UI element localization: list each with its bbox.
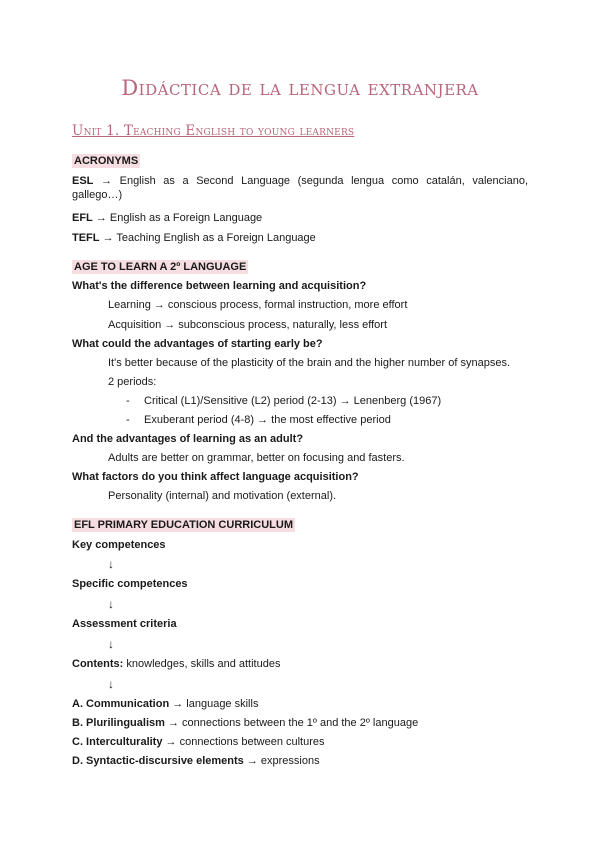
unit-title: Unit 1. Teaching English to young learners [72, 123, 355, 139]
down-arrow-icon: ↓ [108, 677, 114, 691]
contents-label: Contents: [72, 658, 124, 670]
answer-acquisition: Acquisition → subconscious process, naturally, less effort [108, 319, 388, 331]
question-learning-acquisition: What's the difference between learning and acquisition? [72, 280, 367, 292]
question-starting-early: What could the advantages of starting early be? [72, 338, 323, 350]
block-communication [72, 697, 258, 711]
down-arrow-icon: ↓ [108, 557, 114, 571]
period-exuberant [126, 413, 391, 427]
answer-learning: Learning → conscious process, formal instruction, more effort [108, 299, 408, 311]
down-arrow-icon: ↓ [108, 637, 114, 651]
acronym-tefl [72, 231, 316, 245]
block-interculturality [72, 735, 325, 749]
acronym-definition: → English as a Foreign Language [95, 212, 263, 224]
list-dash: - [126, 395, 130, 407]
age-heading: AGE TO LEARN A 2º LANGUAGE [74, 261, 247, 273]
acronym-term: EFL [72, 212, 93, 224]
step-key-competences: Key competences [72, 539, 166, 551]
step-contents [72, 657, 280, 671]
block-text: → connections between cultures [162, 736, 325, 748]
acronym-term: TEFL [72, 232, 100, 244]
acronyms-heading: ACRONYMS [74, 155, 139, 167]
block-text: → connections between the 1º and the 2º language [164, 717, 419, 729]
period-critical [126, 394, 441, 408]
acronym-definition: → English as a Second Language (segunda lengua como catalán, valenciano, gallego…) [72, 175, 528, 201]
block-label: B. Plurilingualism [72, 717, 165, 729]
acronym-efl [72, 211, 262, 225]
question-factors: What factors do you think affect language acquisition? [72, 471, 359, 483]
contents-text: knowledges, skills and attitudes [123, 658, 281, 670]
block-label: D. Syntactic-discursive elements [72, 755, 244, 767]
document-title: Didáctica de la lengua extranjera [121, 76, 479, 100]
step-specific-competences: Specific competences [72, 578, 188, 590]
acronym-esl [72, 174, 528, 202]
question-adult-advantages: And the advantages of learning as an adult? [72, 433, 304, 445]
period-text: Critical (L1)/Sensitive (L2) period (2-13) → Lenenberg (1967) [144, 395, 442, 407]
block-text: → language skills [169, 698, 259, 710]
list-dash: - [126, 414, 130, 426]
block-syntactic [72, 754, 320, 768]
answer-adults: Adults are better on grammar, better on focusing and fasters. [108, 452, 405, 464]
block-label: C. Interculturality [72, 736, 163, 748]
curriculum-heading: EFL PRIMARY EDUCATION CURRICULUM [74, 519, 293, 531]
answer-factors: Personality (internal) and motivation (external). [108, 490, 337, 502]
acronym-definition: → Teaching English as a Foreign Language [102, 232, 316, 244]
answer-plasticity: It's better because of the plasticity of the brain and the higher number of synapses. [108, 357, 511, 369]
step-assessment-criteria: Assessment criteria [72, 618, 177, 630]
answer-two-periods: 2 periods: [108, 376, 157, 388]
block-plurilingualism [72, 716, 418, 730]
block-text: → expressions [243, 755, 320, 767]
acronym-term: ESL [72, 175, 94, 187]
down-arrow-icon: ↓ [108, 597, 114, 611]
period-text: Exuberant period (4-8) → the most effective period [144, 414, 391, 426]
block-label: A. Communication [72, 698, 170, 710]
